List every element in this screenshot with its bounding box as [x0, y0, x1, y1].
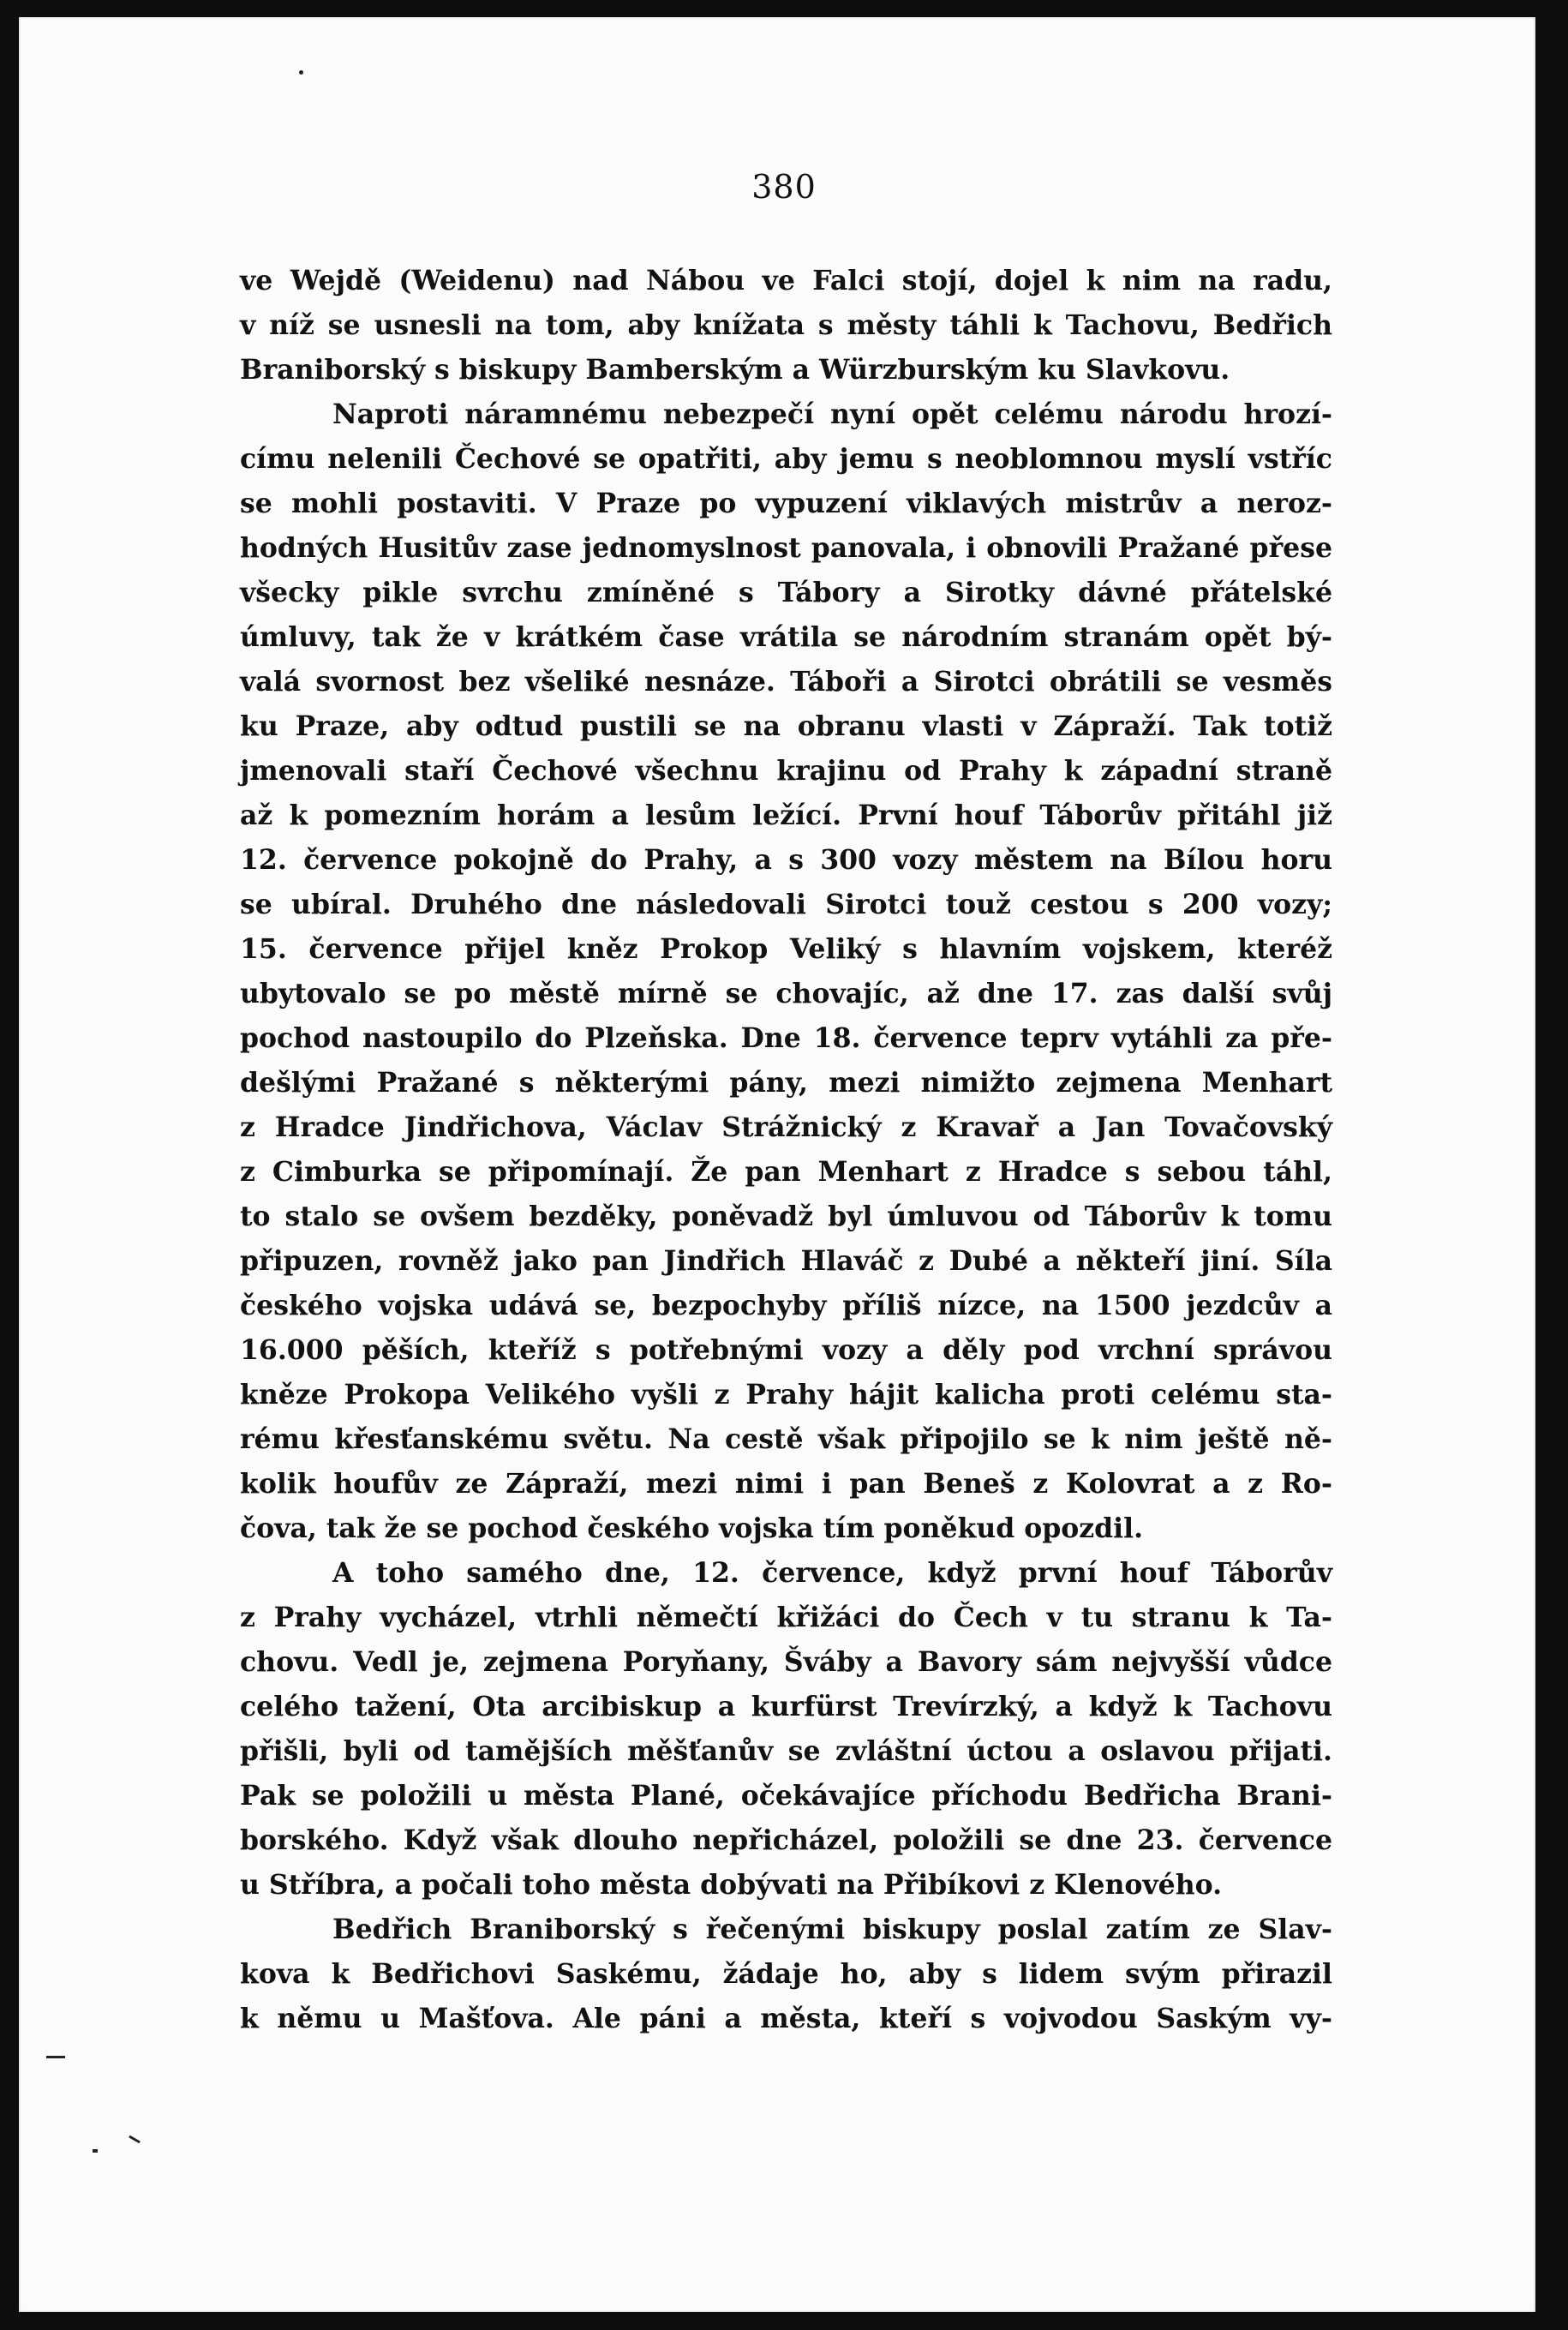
text-line: kolik houfův ze Zápraží, mezi nimi i pan Beneš z Kolovrat a z Ro-	[240, 1468, 1332, 1500]
text-line: hodných Husitův zase jednomyslnost panovala, i obnovili Pražané přese	[240, 532, 1332, 564]
text-line: Naproti náramnému nebezpečí nyní opět celému národu hrozí-	[332, 398, 1332, 430]
text-line: valá svornost bez všeliké nesnáze. Táboři a Sirotci obrátili se vesměs	[240, 666, 1332, 698]
text-line: 12. července pokojně do Prahy, a s 300 vozy městem na Bílou horu	[240, 844, 1332, 876]
text-line: 16.000 pěších, kteříž s potřebnými vozy a děly pod vrchní správou	[240, 1334, 1332, 1366]
text-line: 15. července přijel kněz Prokop Veliký s hlavním vojskem, kteréž	[240, 933, 1332, 965]
text-line: pochod nastoupilo do Plzeňska. Dne 18. července teprv vytáhli za pře-	[240, 1022, 1332, 1054]
text-line: kněze Prokopa Velikého vyšli z Prahy hájit kalicha proti celému sta-	[240, 1379, 1332, 1411]
text-line: ve Wejdě (Weidenu) nad Nábou ve Falci stojí, dojel k nim na radu,	[240, 265, 1332, 296]
text-line: u Stříbra, a počali toho města dobývati na Přibíkovi z Klenového.	[240, 1869, 1223, 1901]
text-line: Bedřich Braniborský s řečenými biskupy poslal zatím ze Slav-	[332, 1914, 1332, 1945]
text-line: to stalo se ovšem bezděky, poněvadž byl úmluvou od Táborův k tomu	[240, 1201, 1332, 1232]
text-line: z Cimburka se připomínají. Že pan Menhart z Hradce s sebou táhl,	[240, 1156, 1332, 1188]
text-line: rému křesťanskému světu. Na cestě však připojilo se k nim ještě ně-	[240, 1423, 1332, 1455]
text-line: borského. Když však dlouho nepřicházel, položili se dne 23. července	[240, 1824, 1332, 1856]
text-line: A toho samého dne, 12. července, když první houf Táborův	[332, 1557, 1332, 1589]
text-line: čova, tak že se pochod českého vojska tím poněkud opozdil.	[240, 1512, 1144, 1544]
text-line: českého vojska udává se, bezpochyby příliš nízce, na 1500 jezdcův a	[240, 1290, 1332, 1321]
text-line: kova k Bedřichovi Saskému, žádaje ho, aby s lidem svým přirazil	[240, 1958, 1332, 1990]
body-text	[240, 259, 1332, 2041]
text-line: připuzen, rovněž jako pan Jindřich Hlaváč z Dubé a někteří jiní. Síla	[240, 1245, 1332, 1277]
text-line: přišli, byli od tamějších měšťanův se zvláštní úctou a oslavou přijati.	[240, 1735, 1332, 1767]
text-line: se mohli postaviti. V Praze po vypuzení viklavých mistrův a neroz-	[240, 488, 1332, 519]
scan-speck	[46, 2056, 65, 2058]
text-line: všecky pikle svrchu zmíněné s Tábory a Sirotky dávné přátelské	[240, 577, 1332, 608]
text-line: dešlými Pražané s některými pány, mezi nimižto zejmena Menhart	[240, 1067, 1332, 1099]
scan-speck	[299, 70, 303, 75]
text-line: ubytovalo se po městě mírně se chovajíc, až dne 17. zas další svůj	[240, 978, 1332, 1009]
text-line: se ubíral. Druhého dne následovali Sirotci touž cestou s 200 vozy;	[240, 889, 1332, 920]
text-line: z Prahy vycházel, vtrhli němečtí křižáci do Čech v tu stranu k Ta-	[240, 1602, 1332, 1633]
text-line: Braniborský s biskupy Bamberským a Würzburským ku Slavkovu.	[240, 354, 1230, 386]
scan-speck	[93, 2149, 98, 2153]
text-line: jmenovali staří Čechové všechnu krajinu od Prahy k západní straně	[240, 755, 1332, 787]
text-line: chovu. Vedl je, zejmena Poryňany, Šváby a Bavory sám nejvyšší vůdce	[240, 1646, 1332, 1678]
text-line: až k pomezním horám a lesům ležící. První houf Táborův přitáhl již	[240, 800, 1332, 831]
text-line: címu nelenili Čechové se opatřiti, aby jemu s neoblomnou myslí vstříc	[240, 443, 1332, 475]
text-line: úmluvy, tak že v krátkém čase vrátila se národním stranám opět bý-	[240, 621, 1332, 653]
text-line: v níž se usnesli na tom, aby knížata s městy táhli k Tachovu, Bedřich	[240, 309, 1332, 341]
text-line: celého tažení, Ota arcibiskup a kurfürst Trevírzký, a když k Tachovu	[240, 1691, 1332, 1722]
text-line: k němu u Mašťova. Ale páni a města, kteří s vojvodou Saským vy-	[240, 2003, 1332, 2034]
text-line: Pak se položili u města Plané, očekávajíce příchodu Bedřicha Brani-	[240, 1780, 1332, 1812]
page-number: 380	[751, 168, 817, 206]
text-line: ku Praze, aby odtud pustili se na obranu vlasti v Zápraží. Tak totiž	[240, 710, 1332, 742]
text-line: z Hradce Jindřichova, Václav Strážnický z Kravař a Jan Tovačovský	[240, 1111, 1332, 1143]
